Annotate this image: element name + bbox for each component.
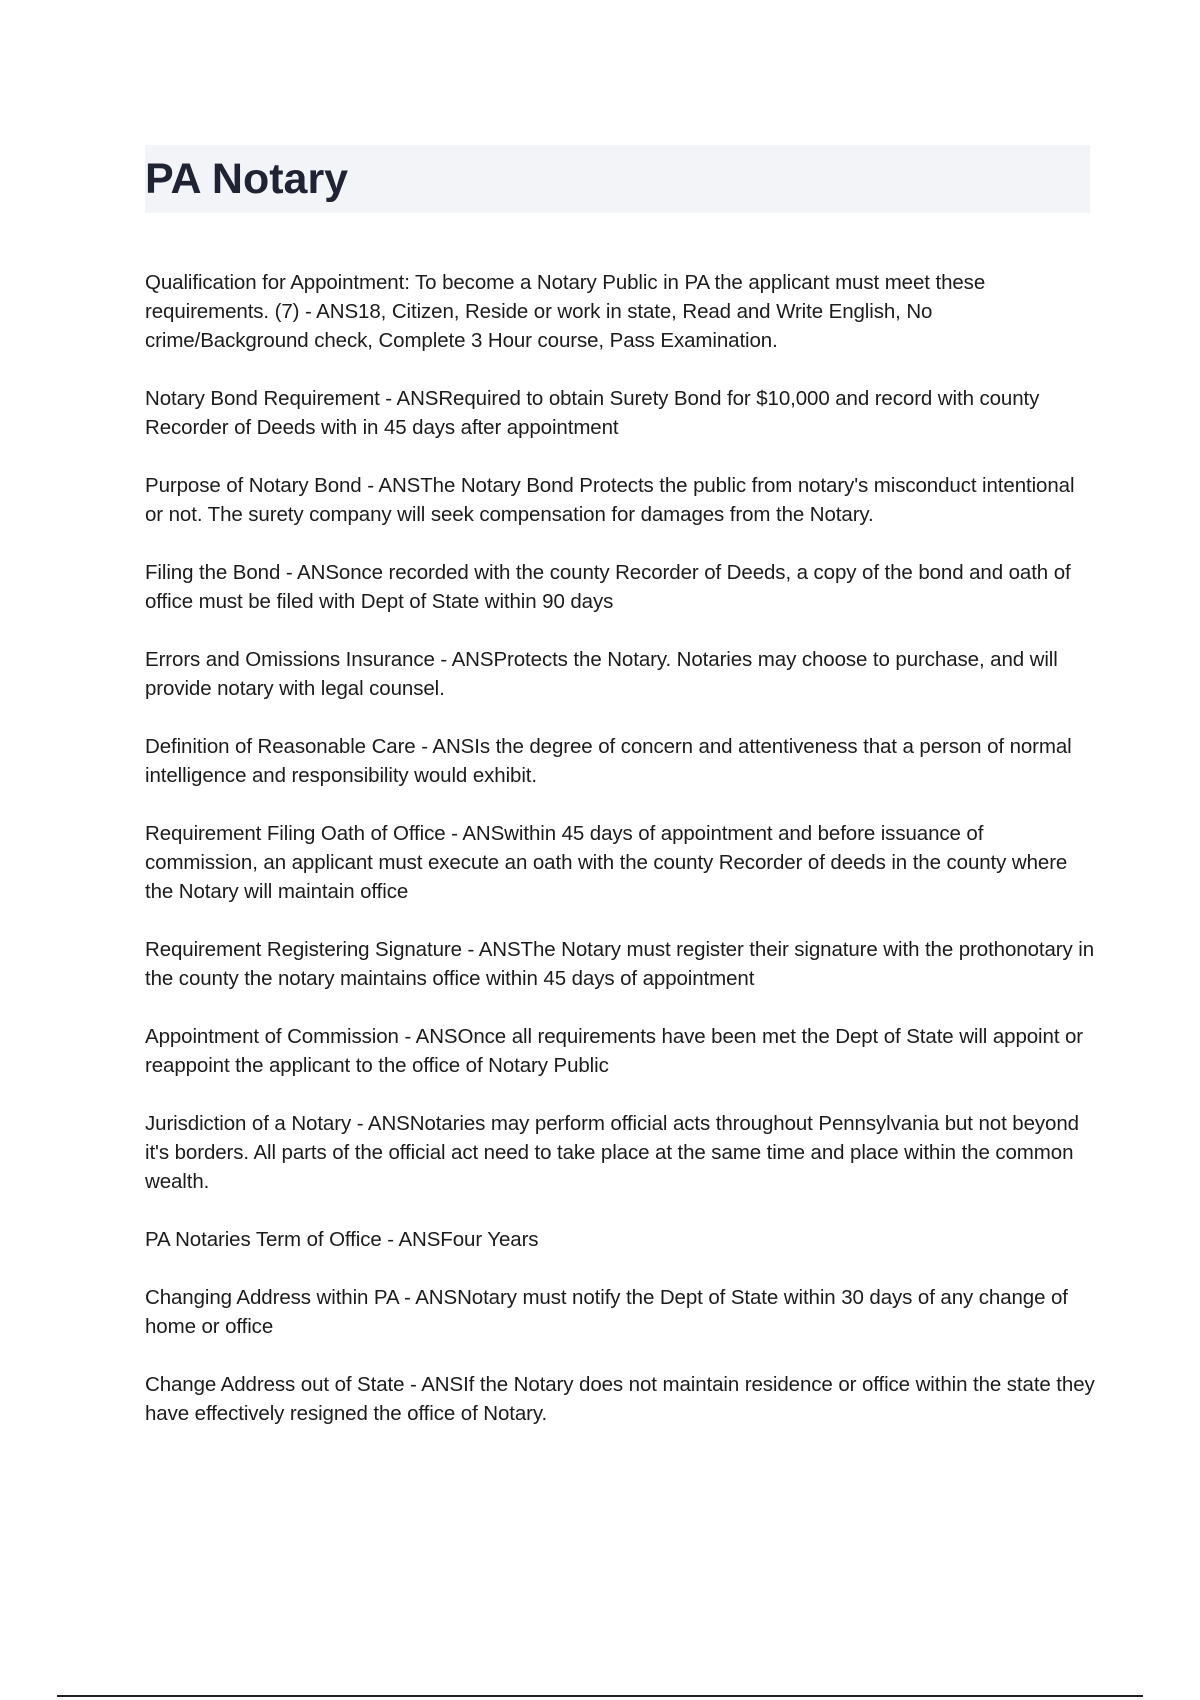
qa-entry: Jurisdiction of a Notary - ANSNotaries may perform official acts throughout Pennsylvania but not beyond it's borders. All parts of the official act need to take place at the same time and place within the common wealth. [145, 1112, 1079, 1193]
qa-entry: Change Address out of State - ANSIf the Notary does not maintain residence or office within the state they have effectively resigned the office of Notary. [145, 1373, 1095, 1425]
qa-entry: Changing Address within PA - ANSNotary must notify the Dept of State within 30 days of any change of home or office [145, 1286, 1068, 1338]
page-bottom-divider [57, 1695, 1143, 1697]
qa-entry: Definition of Reasonable Care - ANSIs the degree of concern and attentiveness that a person of normal intelligence and responsibility would exhibit. [145, 735, 1072, 787]
document-body [145, 268, 1095, 1457]
qa-entry: Filing the Bond - ANSonce recorded with the county Recorder of Deeds, a copy of the bond and oath of office must be filed with Dept of State within 90 days [145, 561, 1071, 613]
title-band [145, 145, 1090, 213]
qa-entry: PA Notaries Term of Office - ANSFour Years [145, 1228, 539, 1251]
page-title: PA Notary [145, 155, 349, 203]
qa-entry: Purpose of Notary Bond - ANSThe Notary Bond Protects the public from notary's misconduct intentional or not. The surety company will seek compensation for damages from the Notary. [145, 474, 1075, 526]
qa-entry: Requirement Filing Oath of Office - ANSwithin 45 days of appointment and before issuance of commission, an applicant must execute an oath with the county Recorder of deeds in the county where the Notary will maintain office [145, 822, 1068, 903]
qa-entry: Qualification for Appointment: To become a Notary Public in PA the applicant must meet these requirements. (7) - ANS18, Citizen, Reside or work in state, Read and Write English, No crime/Background check, Complete 3 Hour course, Pass Examination. [145, 271, 986, 352]
qa-entry: Requirement Registering Signature - ANSThe Notary must register their signature with the prothonotary in the county the notary maintains office within 45 days of appointment [145, 938, 1095, 990]
qa-entry: Notary Bond Requirement - ANSRequired to obtain Surety Bond for $10,000 and record with county Recorder of Deeds with in 45 days after appointment [145, 387, 1040, 439]
qa-entry: Errors and Omissions Insurance - ANSProtects the Notary. Notaries may choose to purchase, and will provide notary with legal counsel. [145, 648, 1058, 700]
qa-entry: Appointment of Commission - ANSOnce all requirements have been met the Dept of State will appoint or reappoint the applicant to the office of Notary Public [145, 1025, 1084, 1077]
